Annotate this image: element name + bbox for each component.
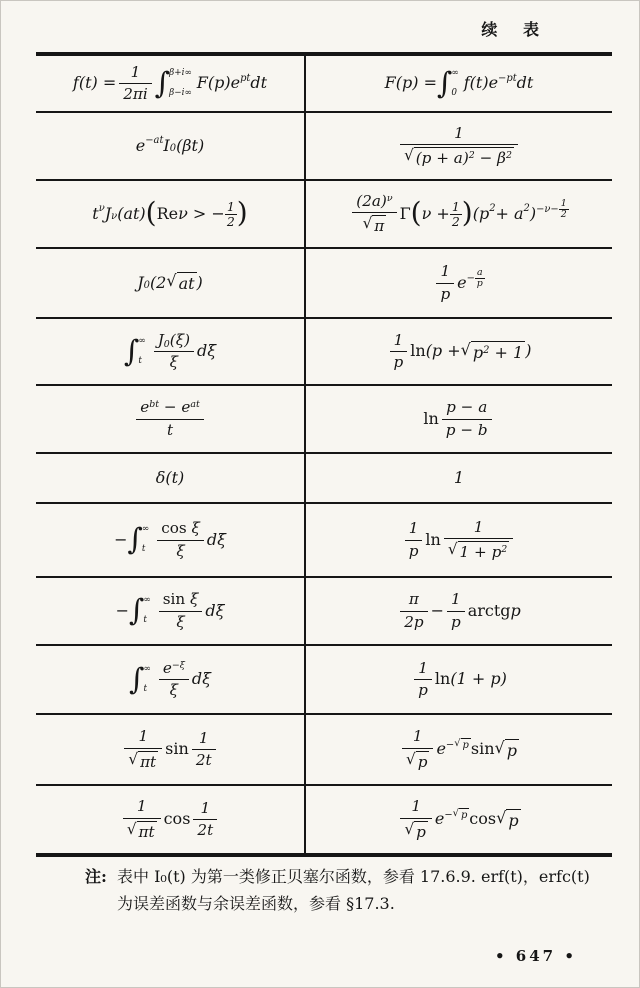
header-original-function-cell: f(t) = 1 2πi ∫ β+i∞ β−i∞ F(p)e $^{pt}$ dt — [36, 56, 306, 111]
footnote-line-2: 为误差函数与余误差函数，参看 §17.3. — [117, 894, 395, 914]
table-row — [36, 646, 612, 715]
transform-cell: ln p − a p − b — [306, 386, 612, 452]
table-header-row — [36, 56, 612, 113]
transform-cell: 1 p ln 1 √ $1 + p^2$ — [306, 504, 612, 576]
original-function-cell: e $^{-at}$ I $_0$ (βt) — [36, 113, 306, 179]
original-function-cell: t $^\nu$ J $_\nu$ (at) ( Re ν > − 1 2 ) — [36, 181, 306, 247]
original-function-cell: 1 √ πt sin 1 2t — [36, 715, 306, 784]
footnote-label: 注: — [85, 867, 107, 886]
table-row — [36, 386, 612, 454]
table-row — [36, 249, 612, 319]
transform-cell: 1 — [453, 467, 465, 487]
header-transform-cell: F(p) = ∫ ∞ 0 f(t)e $^{-pt}$ dt — [384, 65, 534, 100]
transform-cell: 1 p e $^{- \frac{a}{p}}$ — [306, 249, 612, 317]
transform-cell: 1 p ln (p + √ $p^2 + 1$ ) — [306, 319, 612, 384]
transform-cell: 1 √ $(p + a)^2 - \beta^2$ — [306, 113, 612, 179]
footnote — [85, 863, 597, 917]
transform-cell: π 2p − 1 p arctg p — [306, 578, 612, 644]
footnote-text — [117, 863, 597, 917]
original-function-cell: $e^{bt} - e^{at}$ t — [36, 386, 306, 452]
table-row — [36, 454, 612, 504]
original-function-cell: δ(t) — [36, 454, 306, 502]
table-row — [36, 786, 612, 853]
table-row — [36, 578, 612, 646]
original-function-cell: ∫ ∞ t $J_0(\xi)$ ξ dξ — [36, 319, 306, 384]
page-number: • 647 • — [495, 947, 577, 965]
transform-cell: $(2a)^\nu$ √ π Γ ( ν + 1 2 ) (p $^2$ + a $^2$ ) $^{-\nu- \frac{1}{2}}$ — [306, 181, 612, 247]
transform-cell: 1 p ln (1 + p) — [306, 646, 612, 713]
table-row — [36, 715, 612, 786]
table-row — [36, 319, 612, 386]
transform-cell: 1 √ p e $^{- √ p}$ cos √ p — [306, 786, 612, 853]
table-row — [36, 504, 612, 578]
original-function-cell: ∫ ∞ t $e^{-\xi}$ ξ dξ — [36, 646, 306, 713]
original-function-cell: 1 √ πt cos 1 2t — [36, 786, 306, 853]
continued-table-label: 续 表 — [481, 20, 549, 39]
original-function-cell: − ∫ ∞ t sin ξ ξ dξ — [36, 578, 306, 644]
transform-cell: 1 √ p e $^{- √ p}$ sin √ p — [306, 715, 612, 784]
laplace-transform-table — [36, 52, 612, 857]
original-function-cell: J $_0$ (2 √ at ) — [36, 249, 306, 317]
table-row — [36, 113, 612, 181]
original-function-cell: − ∫ ∞ t cos ξ ξ dξ — [36, 504, 306, 576]
footnote-line-1: 表中 I₀(t) 为第一类修正贝塞尔函数，参看 17.6.9. erf(t)，erfc(t) — [117, 867, 590, 886]
table-row — [36, 181, 612, 249]
